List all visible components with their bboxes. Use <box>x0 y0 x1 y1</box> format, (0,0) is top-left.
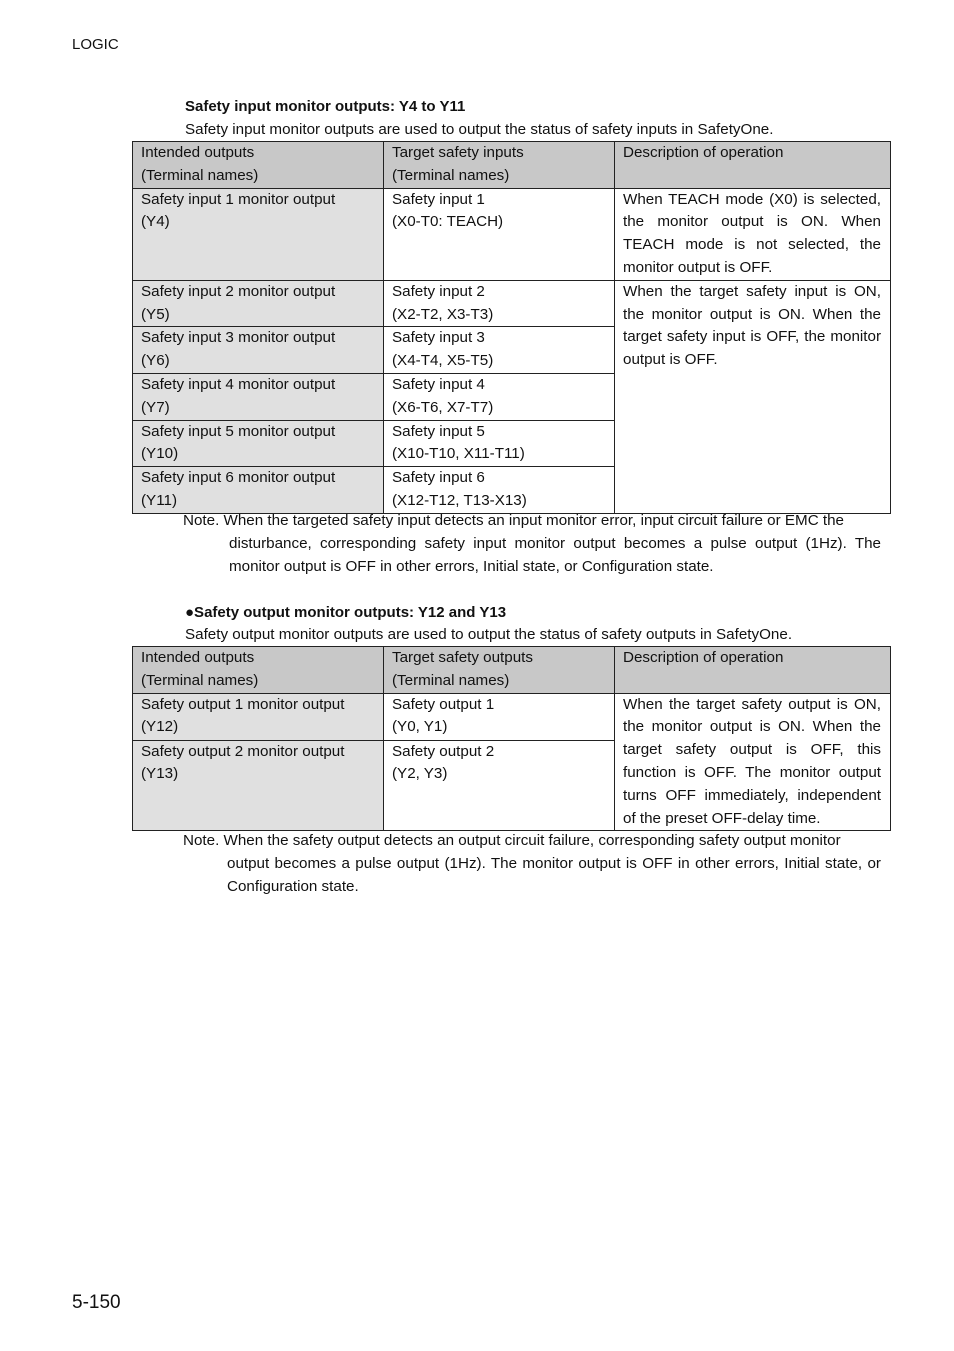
safety-output-monitor-table <box>132 646 891 831</box>
target-cell: Safety input 4 (X6-T6, X7-T7) <box>384 373 615 420</box>
note-rest: disturbance, corresponding safety input monitor output becomes a pulse output (1Hz). The monitor output is OFF in other errors, Initial state, or Configuration state. <box>229 534 881 575</box>
header-description: Description of operation <box>615 647 891 694</box>
target-cell: Safety input 1 (X0-T0: TEACH) <box>384 188 615 280</box>
header-intended-outputs: Intended outputs (Terminal names) <box>133 142 384 189</box>
section2-intro: Safety output monitor outputs are used to output the status of safety outputs in SafetyOne. <box>185 626 793 643</box>
section2-note <box>183 830 881 898</box>
output-cell: Safety input 5 monitor output (Y10) <box>133 420 384 467</box>
section1-title: Safety input monitor outputs: Y4 to Y11 <box>185 98 466 115</box>
note-first-line: Note. When the safety output detects an output circuit failure, corresponding safety output monitor <box>183 832 841 849</box>
section1-note <box>183 510 881 578</box>
safety-input-monitor-table <box>132 141 891 514</box>
target-cell: Safety output 1 (Y0, Y1) <box>384 693 615 740</box>
table-row <box>133 693 891 740</box>
target-cell: Safety input 5 (X10-T10, X11-T11) <box>384 420 615 467</box>
description-cell: When TEACH mode (X0) is selected, the monitor output is ON. When TEACH mode is not selected, the monitor output is OFF. <box>615 188 891 280</box>
section1-intro: Safety input monitor outputs are used to output the status of safety inputs in SafetyOne. <box>185 121 774 138</box>
table-row <box>133 280 891 327</box>
output-cell: Safety input 6 monitor output (Y11) <box>133 467 384 514</box>
table-row <box>133 188 891 280</box>
page-header: LOGIC <box>72 36 119 53</box>
table-header-row <box>133 142 891 189</box>
note-first-line: Note. When the targeted safety input detects an input monitor error, input circuit failure or EMC the <box>183 512 844 529</box>
table-header-row <box>133 647 891 694</box>
output-cell: Safety input 1 monitor output (Y4) <box>133 188 384 280</box>
description-cell: When the target safety output is ON, the monitor output is ON. When the target safety output is OFF, this function is OFF. The monitor output turns OFF immediately, independent of the preset OFF-delay time. <box>615 693 891 831</box>
header-intended-outputs: Intended outputs (Terminal names) <box>133 647 384 694</box>
output-cell: Safety output 1 monitor output (Y12) <box>133 693 384 740</box>
target-cell: Safety output 2 (Y2, Y3) <box>384 740 615 831</box>
output-cell: Safety input 4 monitor output (Y7) <box>133 373 384 420</box>
note-rest: output becomes a pulse output (1Hz). The monitor output is OFF in other errors, Initial state, or Configuration state. <box>227 854 881 895</box>
target-cell: Safety input 3 (X4-T4, X5-T5) <box>384 327 615 374</box>
target-cell: Safety input 2 (X2-T2, X3-T3) <box>384 280 615 327</box>
description-cell: When the target safety input is ON, the monitor output is ON. When the target safety input is OFF, the monitor output is OFF. <box>615 280 891 513</box>
header-target-inputs: Target safety inputs (Terminal names) <box>384 142 615 189</box>
target-cell: Safety input 6 (X12-T12, T13-X13) <box>384 467 615 514</box>
page-number: 5-150 <box>72 1292 121 1313</box>
output-cell: Safety input 3 monitor output (Y6) <box>133 327 384 374</box>
output-cell: Safety input 2 monitor output (Y5) <box>133 280 384 327</box>
header-target-outputs: Target safety outputs (Terminal names) <box>384 647 615 694</box>
header-description: Description of operation <box>615 142 891 189</box>
section2-title: ●Safety output monitor outputs: Y12 and Y13 <box>185 604 507 621</box>
output-cell: Safety output 2 monitor output (Y13) <box>133 740 384 831</box>
